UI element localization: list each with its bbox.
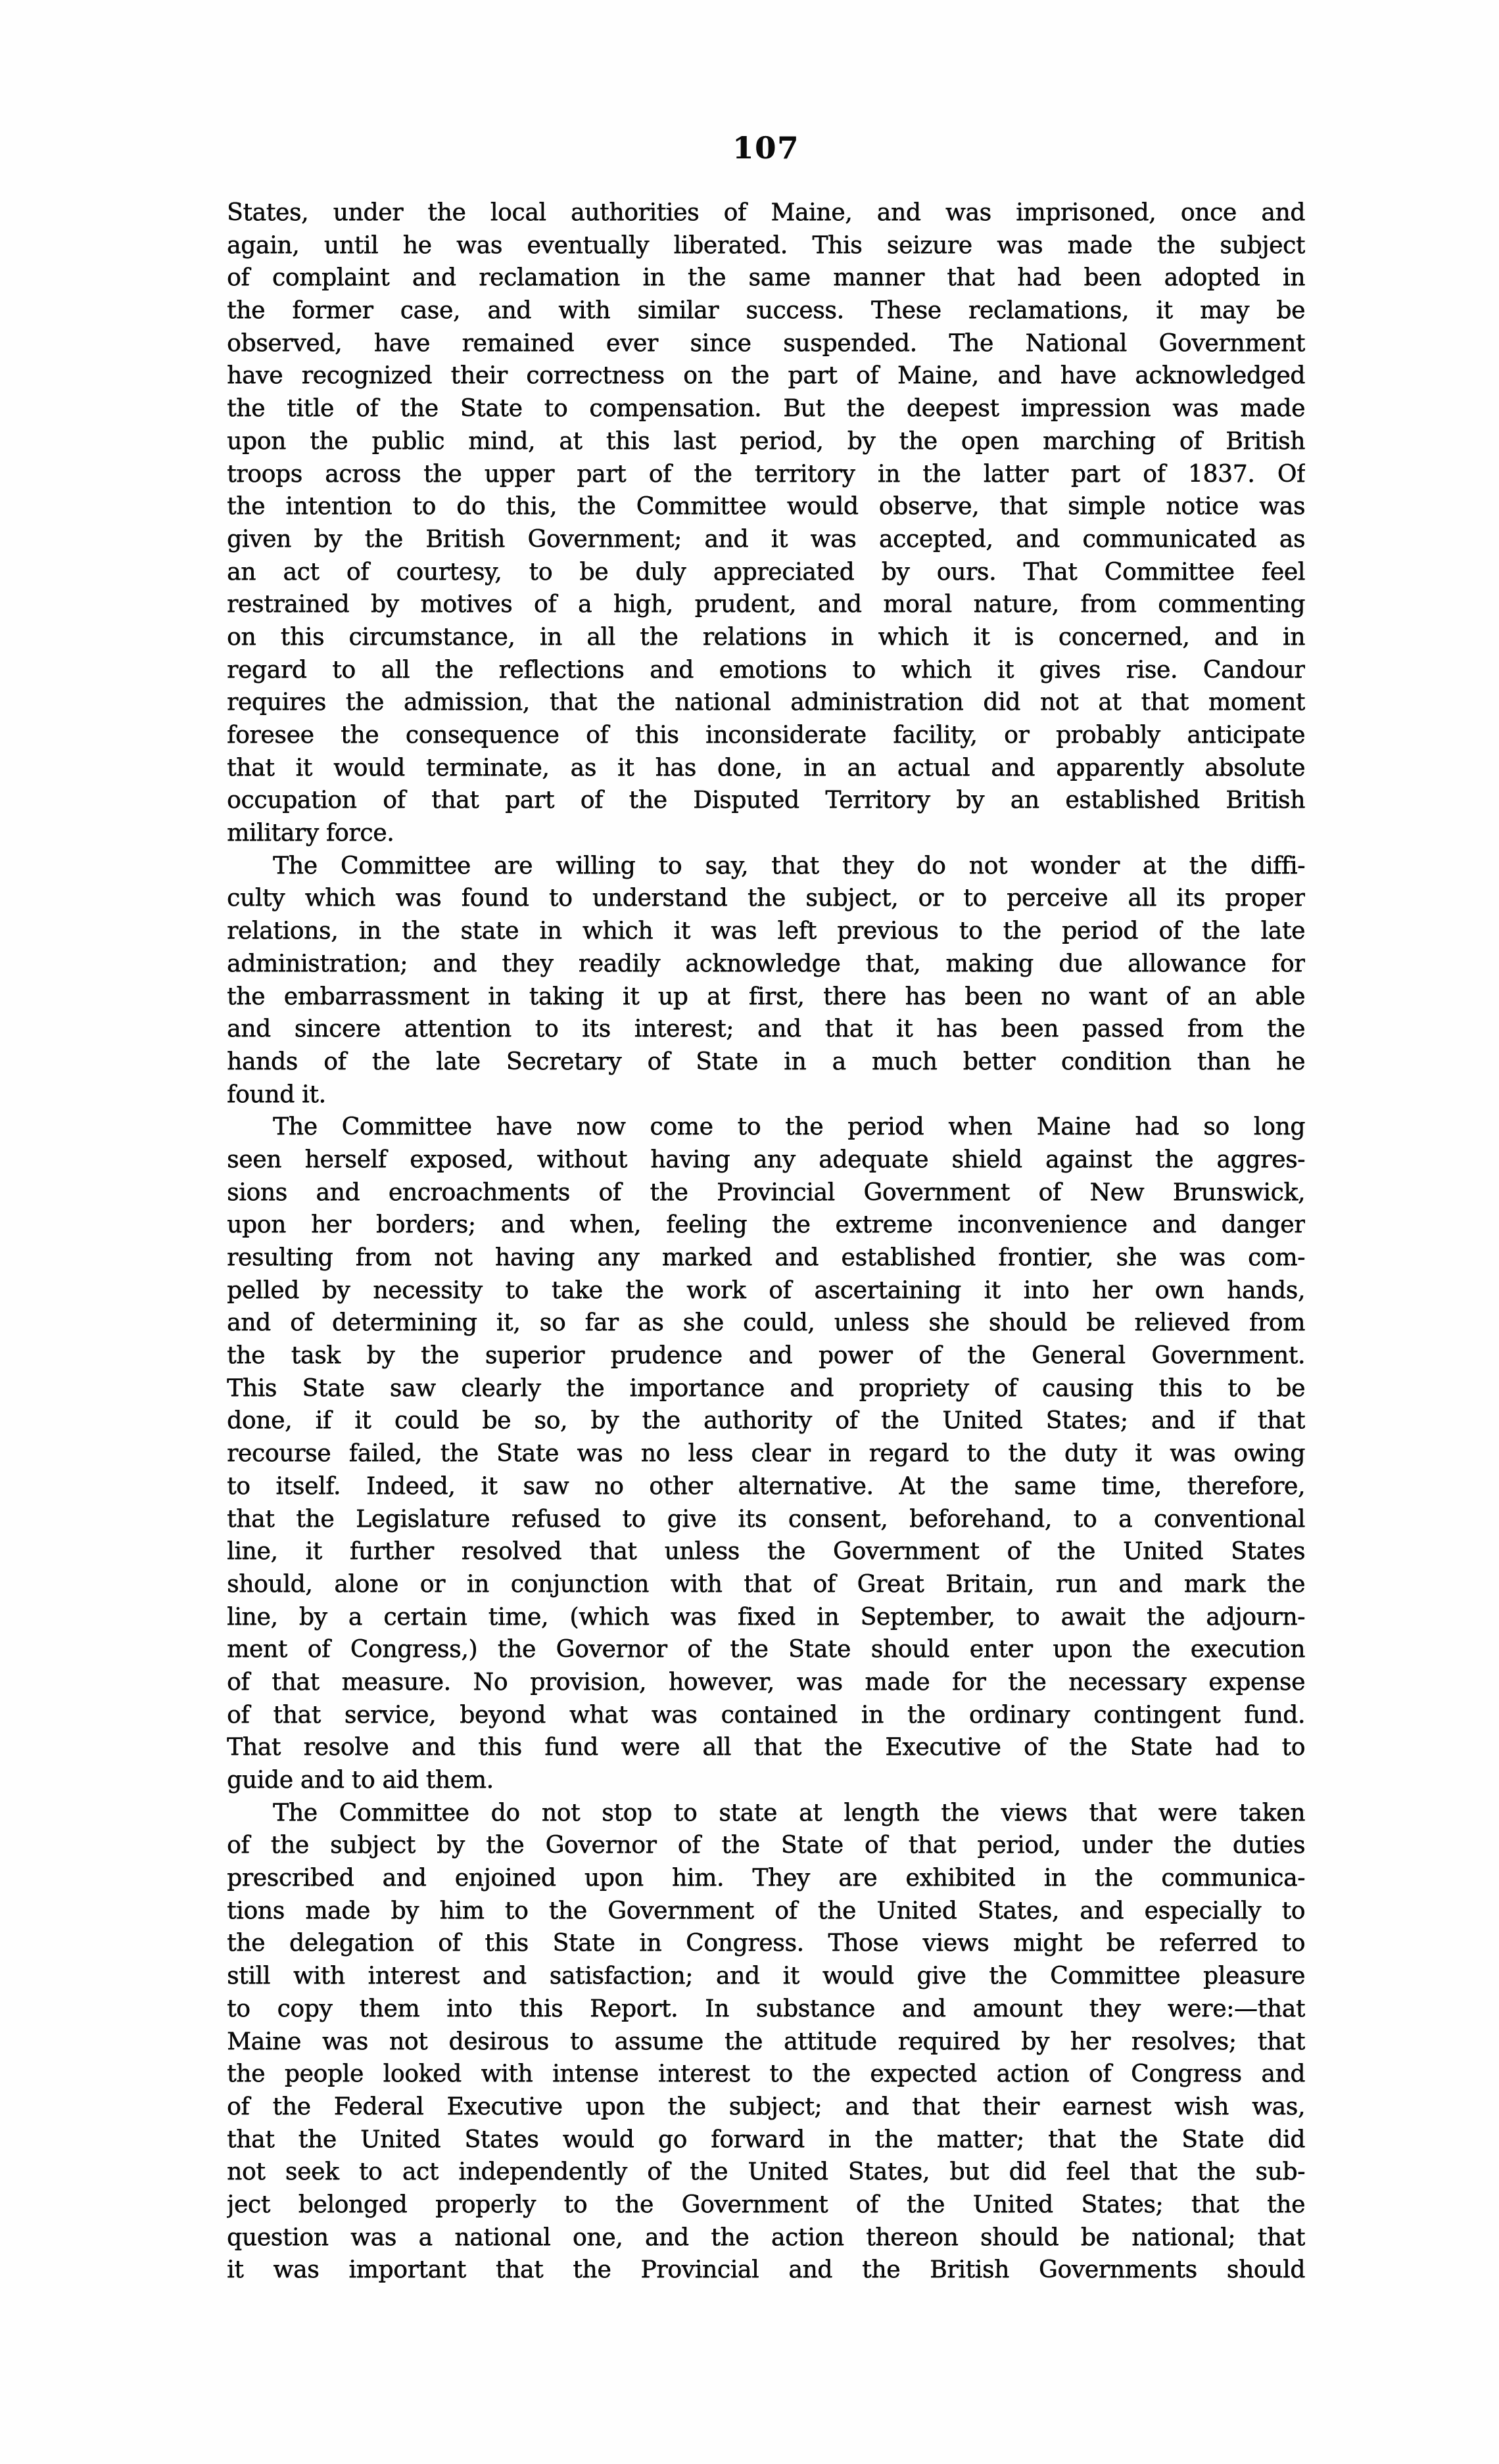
text-line: line, by a certain time, (which was fixed in September, to await the adjourn- [227,1603,1305,1631]
text-line: that the Legislature refused to give its consent, beforehand, to a conventional [227,1505,1305,1533]
paragraph [227,850,1305,1111]
text-line: The Committee do not stop to state at length the views that were taken [273,1799,1305,1826]
text-block [227,197,1305,2287]
text-line: relations, in the state in which it was left previous to the period of the late [227,918,1305,945]
text-line: requires the admission, that the national administration did not at that moment [227,689,1305,716]
text-line: of that measure. No provision, however, was made for the necessary expense [227,1668,1305,1696]
text-line: to itself. Indeed, it saw no other alternative. At the same time, therefore, [227,1472,1305,1500]
text-line: the embarrassment in taking it up at first, there has been no want of an able [227,983,1305,1010]
text-line: ment of Congress,) the Governor of the State should enter upon the execution [227,1636,1305,1663]
text-line: This State saw clearly the importance and propriety of causing this to be [227,1374,1305,1402]
text-line: upon her borders; and when, feeling the extreme inconvenience and danger [227,1211,1305,1239]
text-line: that it would terminate, as it has done, in an actual and apparently absolute [227,754,1305,781]
text-line: seen herself exposed, without having any adequate shield against the aggres- [227,1146,1305,1173]
text-line: The Committee are willing to say, that they do not wonder at the diffi- [273,852,1305,879]
text-line: and of determining it, so far as she could, unless she should be relieved from [227,1309,1305,1337]
text-line: still with interest and satisfaction; and it would give the Committee pleasure [227,1963,1305,1990]
text-line: sions and encroachments of the Provincial Government of New Brunswick, [227,1178,1305,1206]
text-line: the people looked with intense interest to the expected action of Congress and [227,2060,1305,2088]
text-line: the former case, and with similar success. These reclamations, it may be [227,297,1305,325]
text-line: States, under the local authorities of Maine, and was imprisoned, once and [227,199,1305,226]
text-line: again, until he was eventually liberated. This seizure was made the subject [227,231,1305,259]
text-line: resulting from not having any marked and established frontier, she was com- [227,1244,1305,1271]
text-line: that the United States would go forward in the matter; that the State did [227,2126,1305,2153]
page-number: 107 [732,130,800,166]
text-line: administration; and they readily acknowledge that, making due allowance for [227,950,1305,977]
text-line: upon the public mind, at this last period, by the open marching of British [227,427,1305,455]
text-line: That resolve and this fund were all that the Executive of the State had to [227,1734,1305,1761]
text-line: on this circumstance, in all the relations in which it is concerned, and in [227,623,1305,651]
text-line: culty which was found to understand the subject, or to perceive all its proper [227,885,1305,912]
text-line: the title of the State to compensation. But the deepest impression was made [227,395,1305,423]
text-line: restrained by motives of a high, prudent, and moral nature, from commenting [227,591,1305,618]
text-line: and sincere attention to its interest; and that it has been passed from the [227,1015,1305,1043]
text-line: the task by the superior prudence and power of the General Government. [227,1342,1305,1370]
text-line: have recognized their correctness on the part of Maine, and have acknowledged [227,362,1305,390]
text-line: done, if it could be so, by the authority of the United States; and if that [227,1407,1305,1435]
text-line: tions made by him to the Government of the United States, and especially to [227,1897,1305,1924]
text-line: of complaint and reclamation in the same manner that had been adopted in [227,264,1305,292]
text-line: of the subject by the Governor of the State of that period, under the duties [227,1832,1305,1859]
text-line: observed, have remained ever since suspended. The National Government [227,329,1305,357]
text-line: to copy them into this Report. In substance and amount they were:—that [227,1995,1305,2022]
text-line: foresee the consequence of this inconsiderate facility, or probably anticipate [227,722,1305,749]
text-line: of that service, beyond what was contained in the ordinary contingent fund. [227,1701,1305,1729]
text-line: troops across the upper part of the territory in the latter part of 1837. Of [227,460,1305,488]
text-line: not seek to act independently of the United States, but did feel that the sub- [227,2158,1305,2186]
text-line: prescribed and enjoined upon him. They are exhibited in the communica- [227,1865,1305,1892]
text-line: of the Federal Executive upon the subject; and that their earnest wish was, [227,2093,1305,2120]
text-line: pelled by necessity to take the work of ascertaining it into her own hands, [227,1276,1305,1304]
paragraph [227,1111,1305,1796]
text-line: regard to all the reflections and emotions to which it gives rise. Candour [227,656,1305,684]
text-line: ject belonged properly to the Government of the United States; that the [227,2191,1305,2218]
text-line: guide and to aid them. [227,1767,494,1794]
text-line: line, it further resolved that unless the Government of the United States [227,1538,1305,1566]
text-line: military force. [227,820,394,847]
text-line: the delegation of this State in Congress. Those views might be referred to [227,1930,1305,1957]
text-line: recourse failed, the State was no less clear in regard to the duty it was owing [227,1440,1305,1468]
text-line: given by the British Government; and it was accepted, and communicated as [227,525,1305,553]
text-line: question was a national one, and the action thereon should be national; that [227,2223,1305,2251]
paragraph [227,1797,1305,2287]
text-line: Maine was not desirous to assume the attitude required by her resolves; that [227,2028,1305,2055]
text-line: the intention to do this, the Committee would observe, that simple notice was [227,493,1305,521]
text-line: The Committee have now come to the period when Maine had so long [273,1113,1305,1141]
text-line: found it. [227,1081,326,1108]
text-line: an act of courtesy, to be duly appreciated by ours. That Committee feel [227,558,1305,586]
text-line: hands of the late Secretary of State in a much better condition than he [227,1048,1305,1075]
text-line: should, alone or in conjunction with that of Great Britain, run and mark the [227,1570,1305,1598]
text-line: occupation of that part of the Disputed Territory by an established British [227,787,1305,814]
text-line: it was important that the Provincial and the British Governments should [227,2256,1305,2284]
paragraph [227,197,1305,850]
